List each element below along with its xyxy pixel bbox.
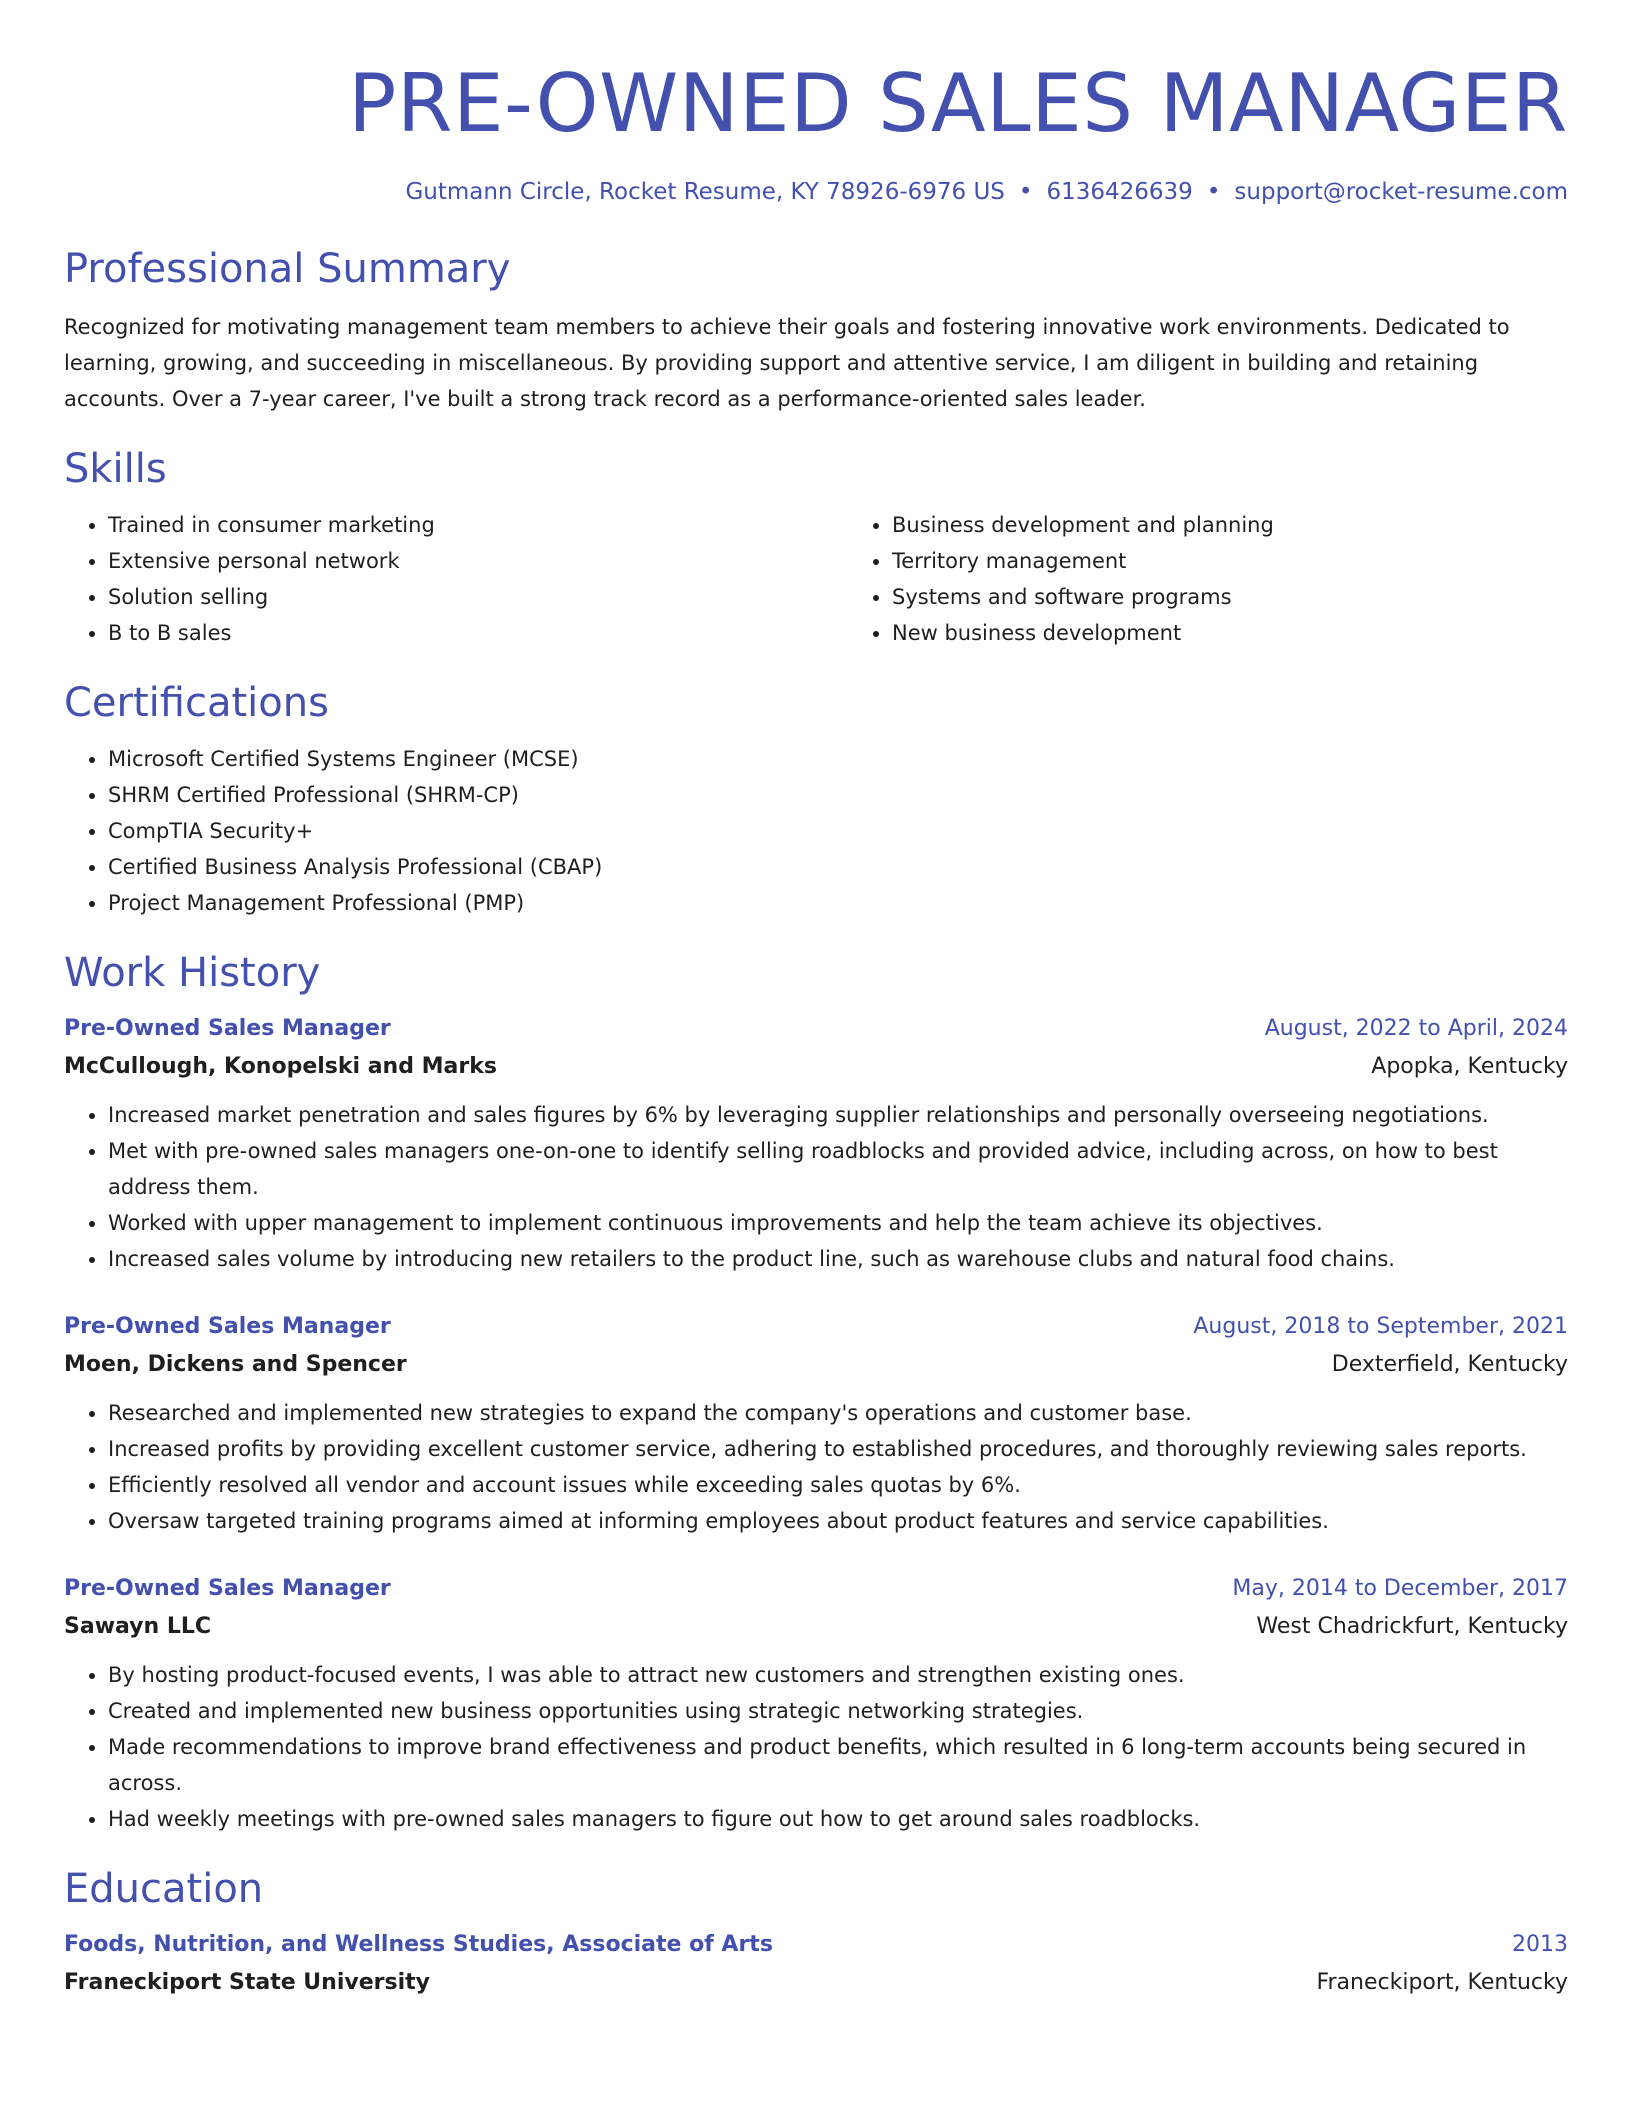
separator: • [1206, 179, 1221, 205]
job-company-row [64, 1607, 1568, 1647]
skill-item: • B to B sales [108, 615, 848, 651]
email-link[interactable]: support@rocket-resume.com [1234, 179, 1568, 205]
job-header-row [64, 1571, 1568, 1607]
job-bullets [64, 1097, 1568, 1277]
certification-item: • CompTIA Security+ [108, 813, 1568, 849]
job-company-row [64, 1047, 1568, 1087]
education-degree: Foods, Nutrition, and Wellness Studies, Associate of Arts [64, 1932, 773, 1957]
contact-line [64, 179, 1568, 205]
job-bullet: • Worked with upper management to implement continuous improvements and help the team achieve its objectives. [108, 1205, 1568, 1241]
separator: • [1018, 179, 1033, 205]
education-year: 2013 [1512, 1932, 1568, 1957]
education-entry [64, 1927, 1568, 2003]
job-bullet: • Created and implemented new business opportunities using strategic networking strategies. [108, 1693, 1568, 1729]
skills-list-right [848, 507, 1632, 651]
job-entry [64, 1309, 1568, 1539]
job-company: Moen, Dickens and Spencer [64, 1352, 407, 1377]
work-history-section [64, 949, 1568, 1837]
job-dates: August, 2018 to September, 2021 [1193, 1314, 1568, 1339]
section-heading-skills: Skills [64, 446, 167, 492]
job-title: Pre-Owned Sales Manager [64, 1016, 391, 1041]
job-dates: May, 2014 to December, 2017 [1232, 1576, 1568, 1601]
section-heading-certifications: Certifications [64, 680, 329, 726]
skill-item: • Solution selling [108, 579, 848, 615]
resume-name: PRE-OWNED SALES MANAGER [348, 57, 1568, 150]
job-company: McCullough, Konopelski and Marks [64, 1054, 497, 1079]
certifications-section [64, 679, 1568, 921]
job-bullet: • By hosting product-focused events, I was able to attract new customers and strengthen existing ones. [108, 1657, 1568, 1693]
job-entry [64, 1571, 1568, 1837]
address: Gutmann Circle, Rocket Resume, KY 78926-6976 US [405, 179, 1005, 205]
job-bullet: • Researched and implemented new strategies to expand the company's operations and customer base. [108, 1395, 1568, 1431]
job-company-row [64, 1345, 1568, 1385]
section-heading-work-history: Work History [64, 950, 321, 996]
education-school-row [64, 1963, 1568, 2003]
certification-item: • Project Management Professional (PMP) [108, 885, 1568, 921]
phone: 6136426639 [1046, 179, 1193, 205]
job-entry [64, 1011, 1568, 1277]
job-bullet: • Increased sales volume by introducing new retailers to the product line, such as warehouse clubs and natural food chains. [108, 1241, 1568, 1277]
job-title: Pre-Owned Sales Manager [64, 1576, 391, 1601]
job-dates: August, 2022 to April, 2024 [1264, 1016, 1568, 1041]
skill-item: • Territory management [892, 543, 1632, 579]
skills-grid [64, 507, 1568, 651]
skills-section [64, 445, 1568, 651]
job-bullet: • Efficiently resolved all vendor and account issues while exceeding sales quotas by 6%. [108, 1467, 1568, 1503]
job-bullet: • Increased profits by providing excellent customer service, adhering to established procedures, and thoroughly reviewing sales reports. [108, 1431, 1568, 1467]
job-company: Sawayn LLC [64, 1614, 212, 1639]
job-bullet: • Oversaw targeted training programs aimed at informing employees about product features and service capabilities. [108, 1503, 1568, 1539]
section-heading-summary: Professional Summary [64, 246, 511, 292]
skill-item: • Trained in consumer marketing [108, 507, 848, 543]
summary-section [64, 245, 1568, 417]
skills-list-left [64, 507, 848, 651]
skill-item: • Business development and planning [892, 507, 1632, 543]
education-location: Franeckiport, Kentucky [1316, 1970, 1568, 1995]
certifications-list [64, 741, 1568, 921]
education-section [64, 1865, 1568, 2003]
certification-item: • SHRM Certified Professional (SHRM-CP) [108, 777, 1568, 813]
job-location: Dexterfield, Kentucky [1331, 1352, 1568, 1377]
skill-item: • New business development [892, 615, 1632, 651]
education-header-row [64, 1927, 1568, 1963]
job-bullet: • Had weekly meetings with pre-owned sales managers to figure out how to get around sales roadblocks. [108, 1801, 1568, 1837]
job-bullet: • Made recommendations to improve brand effectiveness and product benefits, which resulted in 6 long-term accounts being secured in across. [108, 1729, 1568, 1801]
summary-text: Recognized for motivating management team members to achieve their goals and fostering innovative work environments. Dedicated to learning, growing, and succeeding in miscellaneous. By providing support and attentive service, I am diligent in building and retaining accounts. Over a 7-year career, I've built a strong track record as a performance-oriented sales leader. [64, 315, 1510, 411]
job-location: Apopka, Kentucky [1371, 1054, 1568, 1079]
skill-item: • Extensive personal network [108, 543, 848, 579]
job-location: West Chadrickfurt, Kentucky [1256, 1614, 1568, 1639]
certification-item: • Microsoft Certified Systems Engineer (MCSE) [108, 741, 1568, 777]
skill-item: • Systems and software programs [892, 579, 1632, 615]
job-header-row [64, 1309, 1568, 1345]
job-title: Pre-Owned Sales Manager [64, 1314, 391, 1339]
resume-header [64, 57, 1568, 205]
job-bullet: • Met with pre-owned sales managers one-on-one to identify selling roadblocks and provided advice, including across, on how to best address them. [108, 1133, 1568, 1205]
job-bullet: • Increased market penetration and sales figures by 6% by leveraging supplier relationships and personally overseeing negotiations. [108, 1097, 1568, 1133]
job-bullets [64, 1395, 1568, 1539]
job-bullets [64, 1657, 1568, 1837]
education-school: Franeckiport State University [64, 1970, 430, 1995]
section-heading-education: Education [64, 1866, 264, 1912]
job-header-row [64, 1011, 1568, 1047]
certification-item: • Certified Business Analysis Professional (CBAP) [108, 849, 1568, 885]
